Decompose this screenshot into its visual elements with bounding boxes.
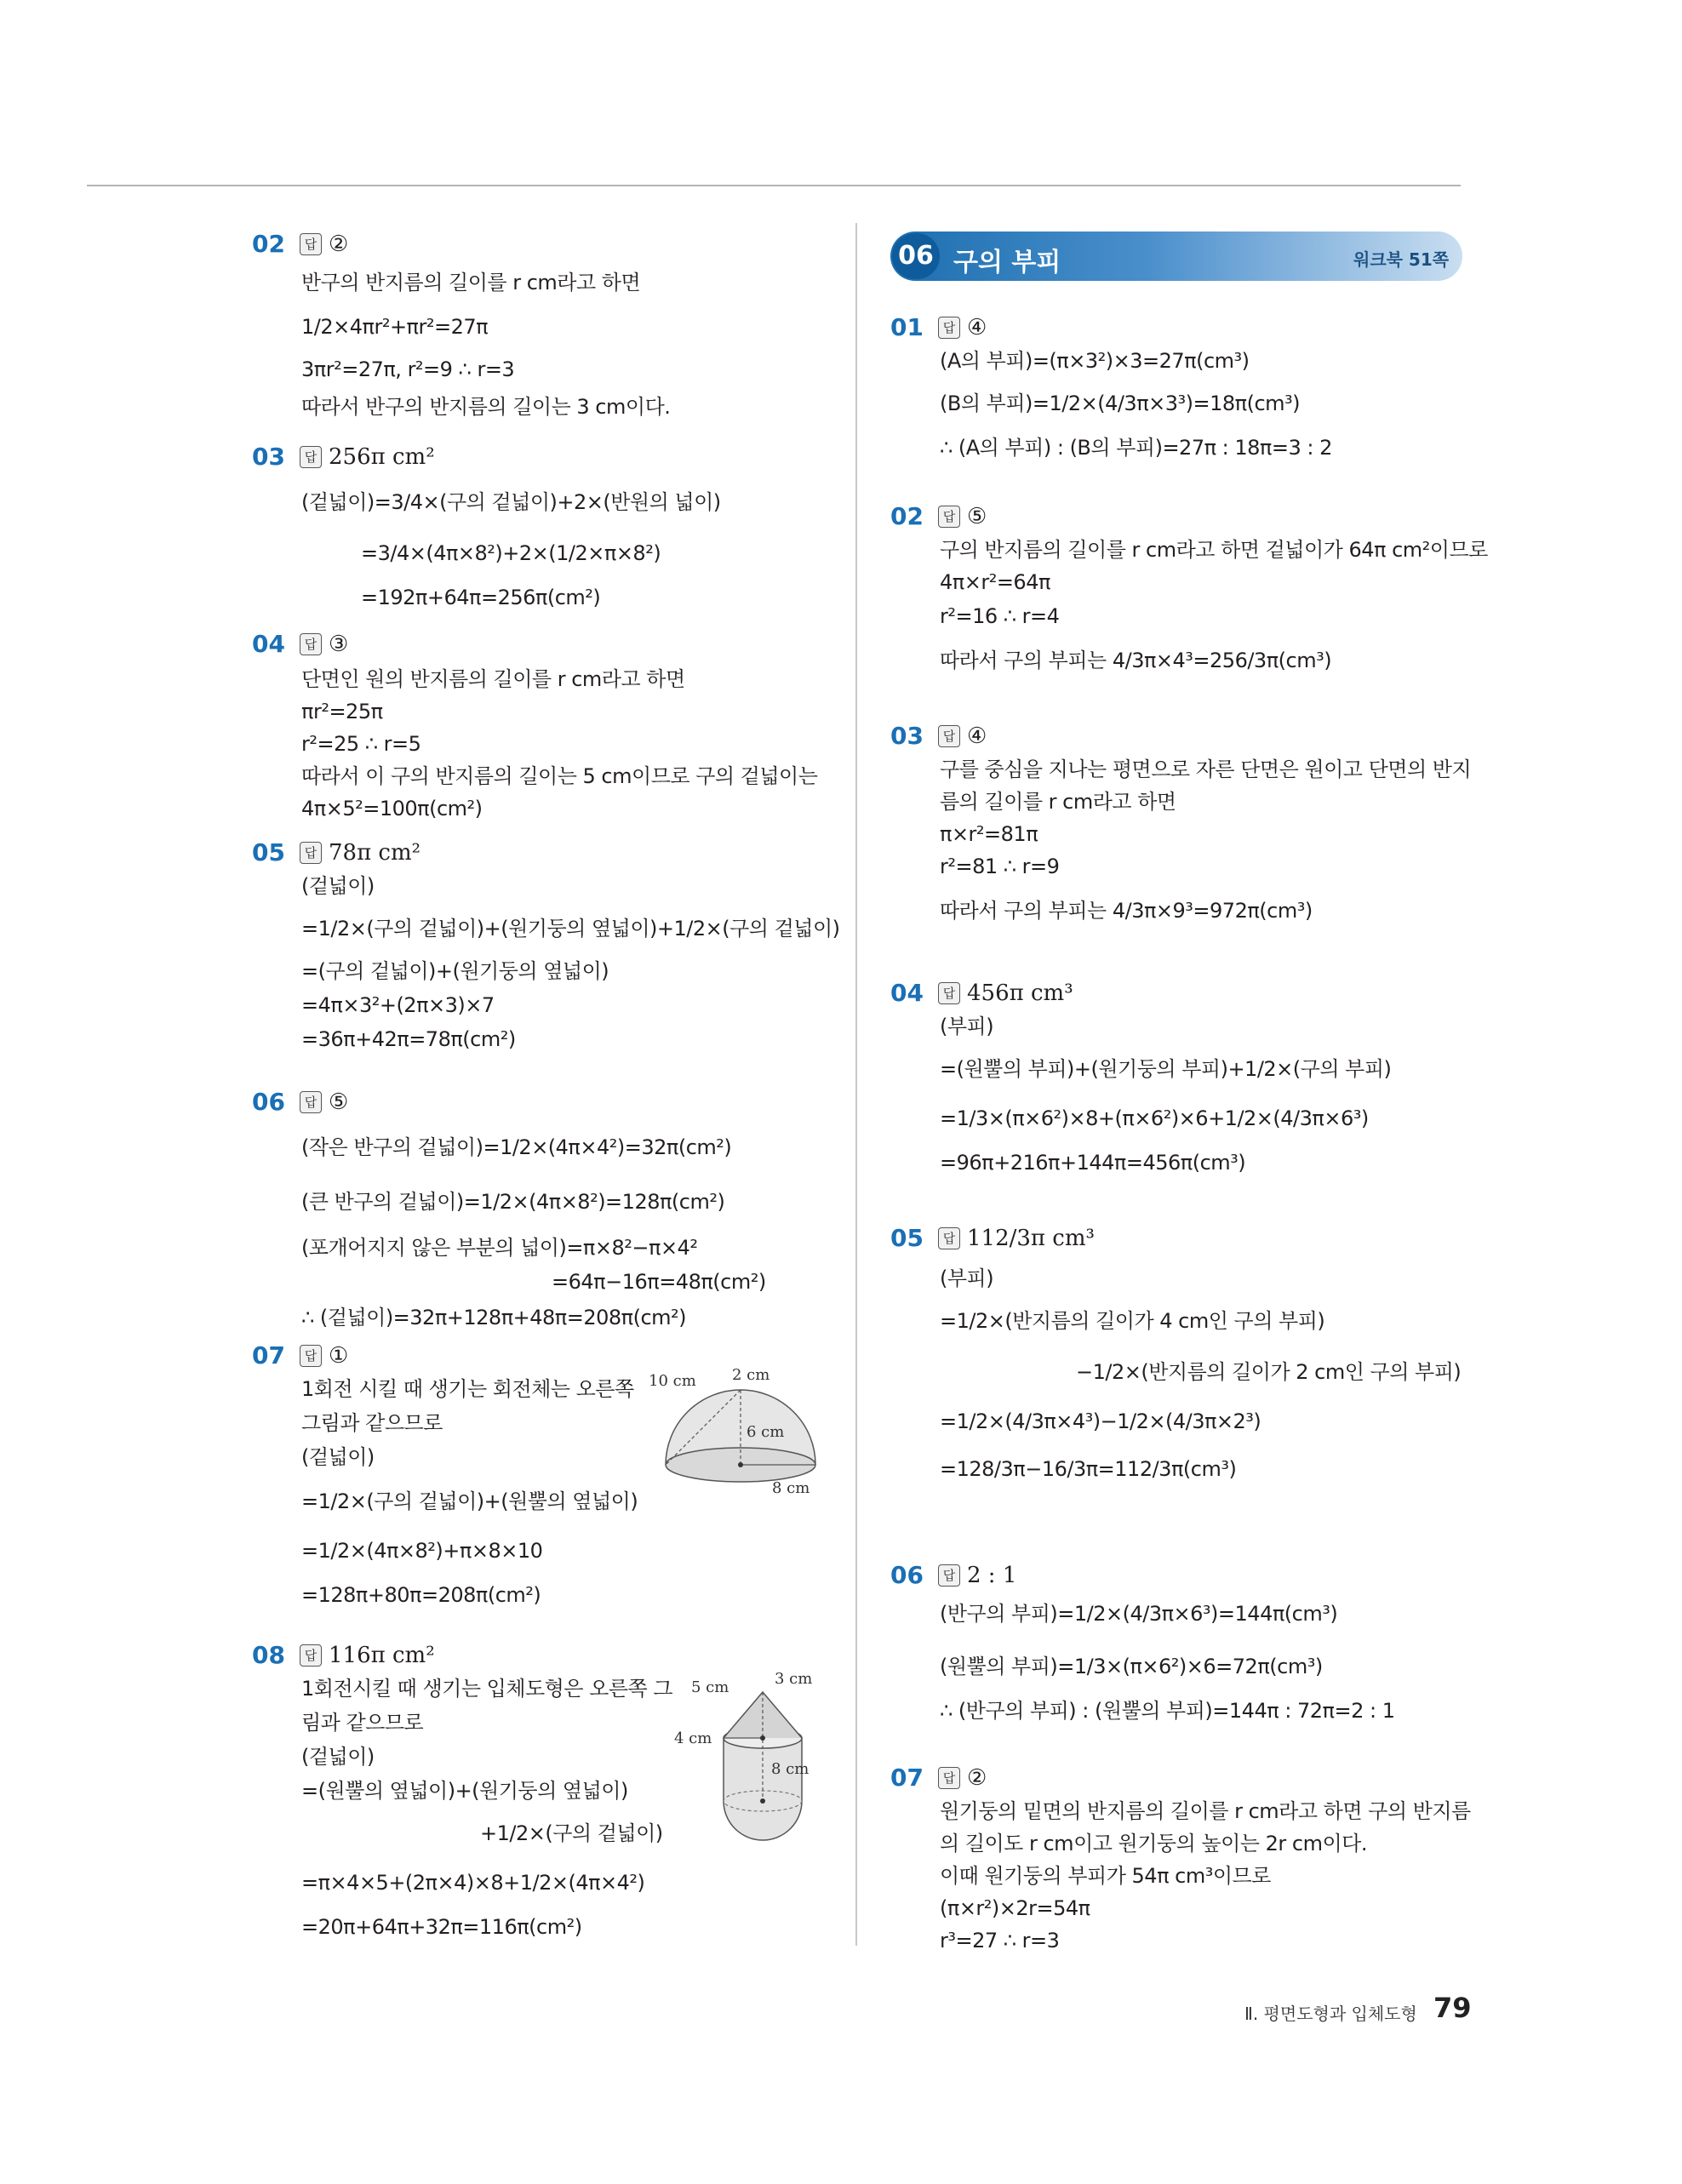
solution-line: =128/3π−16/3π=112/3π(cm³) — [940, 1457, 1237, 1481]
solution-line: 4π×5²=100π(cm²) — [301, 797, 483, 820]
answer — [938, 1765, 987, 1791]
solution-line: =20π+64π+32π=116π(cm²) — [301, 1915, 582, 1939]
solution-line: 따라서 구의 부피는 4/3π×4³=256/3π(cm³) — [940, 649, 1332, 672]
answer-value: ② — [967, 1765, 987, 1791]
solution-line: (큰 반구의 겉넓이)=1/2×(4π×8²)=128π(cm²) — [301, 1190, 725, 1214]
problem-number: 06 — [890, 1561, 924, 1589]
solution-line: 원기둥의 밑면의 반지름의 길이를 r cm라고 하면 구의 반지름 — [940, 1799, 1471, 1823]
top-rule — [87, 185, 1461, 186]
answer-mark-icon: 답 — [938, 317, 960, 339]
solution-line: +1/2×(구의 겉넓이) — [480, 1821, 663, 1845]
solution-line: =96π+216π+144π=456π(cm³) — [940, 1151, 1246, 1175]
solution-line: (겉넓이) — [301, 1745, 375, 1769]
answer — [300, 632, 348, 657]
figure-label: 3 cm — [775, 1670, 813, 1688]
figure-label: 10 cm — [649, 1372, 696, 1390]
solution-line: =(원뿔의 옆넓이)+(원기둥의 옆넓이) — [301, 1779, 628, 1803]
answer-mark-icon: 답 — [300, 1345, 322, 1367]
solution-line: =(원뿔의 부피)+(원기둥의 부피)+1/2×(구의 부피) — [940, 1057, 1392, 1081]
figure-label: 8 cm — [772, 1479, 810, 1495]
solution-line: (겉넓이)=3/4×(구의 겉넓이)+2×(반원의 넓이) — [301, 490, 721, 514]
cone-cylinder-hemisphere-figure — [674, 1658, 853, 1854]
solution-line: =1/3×(π×6²)×8+(π×6²)×6+1/2×(4/3π×6³) — [940, 1106, 1369, 1130]
solution-line: (원뿔의 부피)=1/3×(π×6²)×6=72π(cm³) — [940, 1655, 1323, 1678]
solution-line: =π×4×5+(2π×4)×8+1/2×(4π×4²) — [301, 1871, 645, 1895]
problem-number: 07 — [890, 1764, 924, 1792]
solution-line: π×r²=81π — [940, 822, 1038, 846]
solution-line: (부피) — [940, 1266, 994, 1290]
solution-line: 따라서 이 구의 반지름의 길이는 5 cm이므로 구의 겉넓이는 — [301, 764, 818, 788]
answer-mark-icon: 답 — [300, 1091, 322, 1113]
solution-line: r²=16 ∴ r=4 — [940, 604, 1060, 628]
solution-line: 구의 반지름의 길이를 r cm라고 하면 겉넓이가 64π cm²이므로 — [940, 538, 1488, 562]
answer — [938, 981, 1073, 1006]
answer-value: ⑤ — [329, 1089, 349, 1115]
problem-number: 05 — [890, 1224, 924, 1252]
problem-number: 05 — [252, 838, 285, 866]
solution-line: (π×r²)×2r=54π — [940, 1896, 1090, 1920]
solution-line: (A의 부피)=(π×3²)×3=27π(cm³) — [940, 349, 1250, 373]
solution-line: =(구의 겉넓이)+(원기둥의 옆넓이) — [301, 959, 609, 983]
workbook-reference: 워크북 51쪽 — [1353, 249, 1450, 270]
answer-value: ⑤ — [967, 504, 987, 529]
figure-label: 4 cm — [674, 1729, 712, 1747]
section-title: 구의 부피 — [953, 248, 1061, 277]
solution-line: 림과 같으므로 — [301, 1711, 424, 1735]
solution-line: 구를 중심을 지나는 평면으로 자른 단면은 원이고 단면의 반지 — [940, 758, 1472, 781]
answer-value: 112/3π cm³ — [967, 1226, 1095, 1251]
solution-line: πr²=25π — [301, 700, 383, 723]
solution-line: r³=27 ∴ r=3 — [940, 1929, 1060, 1952]
answer — [300, 1643, 435, 1668]
answer — [300, 1343, 348, 1369]
solution-line: =1/2×(구의 겉넓이)+(원뿔의 옆넓이) — [301, 1489, 638, 1513]
answer-mark-icon: 답 — [938, 1767, 960, 1789]
solution-line: 1회전 시킬 때 생기는 회전체는 오른쪽 — [301, 1377, 634, 1401]
answer-mark-icon: 답 — [300, 842, 322, 864]
problem-number: 01 — [890, 313, 924, 341]
answer — [938, 504, 987, 529]
solution-line: 이때 원기둥의 부피가 54π cm³이므로 — [940, 1864, 1271, 1888]
problem-number: 07 — [252, 1341, 285, 1369]
answer-mark-icon: 답 — [938, 1564, 960, 1587]
answer-value: 78π cm² — [329, 840, 421, 866]
figure-label: 8 cm — [771, 1760, 810, 1778]
solution-line: 반구의 반지름의 길이를 r cm라고 하면 — [301, 271, 641, 294]
answer — [938, 723, 987, 749]
answer — [300, 840, 420, 866]
answer-mark-icon: 답 — [938, 506, 960, 528]
answer-value: ④ — [967, 723, 987, 749]
solution-line: (포개어지지 않은 부분의 넓이)=π×8²−π×4² — [301, 1236, 698, 1260]
solution-line: =1/2×(반지름의 길이가 4 cm인 구의 부피) — [940, 1309, 1325, 1333]
solution-line: 따라서 반구의 반지름의 길이는 3 cm이다. — [301, 395, 671, 419]
answer-mark-icon: 답 — [300, 633, 322, 655]
figure-label: 2 cm — [732, 1367, 770, 1384]
answer-value: ③ — [329, 632, 349, 657]
answer-value: ① — [329, 1343, 349, 1369]
hemisphere-cone-figure — [649, 1367, 827, 1495]
answer-value: ② — [329, 232, 349, 257]
solution-line: (부피) — [940, 1015, 994, 1038]
figure-label: 6 cm — [747, 1423, 785, 1441]
solution-line: ∴ (겉넓이)=32π+128π+48π=208π(cm²) — [301, 1306, 687, 1329]
solution-line: 1회전시킬 때 생기는 입체도형은 오른쪽 그 — [301, 1677, 673, 1701]
answer-value: 116π cm² — [329, 1643, 435, 1668]
solution-line: −1/2×(반지름의 길이가 2 cm인 구의 부피) — [1076, 1360, 1462, 1384]
figure-label: 5 cm — [691, 1678, 729, 1696]
solution-line: =64π−16π=48π(cm²) — [552, 1270, 766, 1294]
solution-line: ∴ (반구의 부피) : (원뿔의 부피)=144π : 72π=2 : 1 — [940, 1699, 1395, 1723]
problem-number: 04 — [252, 630, 285, 658]
solution-line: 4π×r²=64π — [940, 570, 1050, 594]
solution-line: 1/2×4πr²+πr²=27π — [301, 315, 489, 339]
solution-line: 그림과 같으므로 — [301, 1411, 443, 1435]
answer — [300, 232, 348, 257]
answer — [938, 315, 987, 340]
chapter-title: Ⅱ. 평면도형과 입체도형 — [1244, 2004, 1417, 2024]
problem-number: 08 — [252, 1641, 285, 1669]
answer-mark-icon: 답 — [938, 725, 960, 747]
page-number: 79 — [1433, 1992, 1472, 2024]
solution-line: =192π+64π=256π(cm²) — [361, 586, 601, 609]
solution-line: 름의 길이를 r cm라고 하면 — [940, 790, 1176, 814]
answer — [938, 1563, 1016, 1588]
solution-line: 3πr²=27π, r²=9 ∴ r=3 — [301, 357, 515, 381]
column-divider — [855, 223, 857, 1946]
answer — [300, 1089, 348, 1115]
problem-number: 03 — [252, 443, 285, 471]
section-number: 06 — [892, 233, 940, 279]
answer-mark-icon: 답 — [300, 233, 322, 255]
answer-mark-icon: 답 — [300, 446, 322, 468]
solution-line: (B의 부피)=1/2×(4/3π×3³)=18π(cm³) — [940, 392, 1301, 415]
solution-line: r²=25 ∴ r=5 — [301, 732, 421, 756]
solution-line: ∴ (A의 부피) : (B의 부피)=27π : 18π=3 : 2 — [940, 436, 1332, 460]
answer — [938, 1226, 1095, 1251]
solution-line: =1/2×(구의 겉넓이)+(원기둥의 옆넓이)+1/2×(구의 겉넓이) — [301, 917, 840, 940]
problem-number: 02 — [252, 230, 285, 258]
solution-line: (겉넓이) — [301, 874, 375, 898]
solution-line: (겉넓이) — [301, 1445, 375, 1469]
solution-line: =128π+80π=208π(cm²) — [301, 1583, 541, 1607]
problem-number: 02 — [890, 502, 924, 530]
answer-mark-icon: 답 — [300, 1644, 322, 1667]
solution-line: r²=81 ∴ r=9 — [940, 855, 1060, 878]
solution-line: 의 길이도 r cm이고 원기둥의 높이는 2r cm이다. — [940, 1832, 1367, 1855]
answer-value: 2 : 1 — [967, 1563, 1017, 1588]
answer-mark-icon: 답 — [938, 1227, 960, 1249]
solution-line: 따라서 구의 부피는 4/3π×9³=972π(cm³) — [940, 899, 1313, 923]
solution-line: =3/4×(4π×8²)+2×(1/2×π×8²) — [361, 541, 661, 565]
problem-number: 06 — [252, 1088, 285, 1116]
solution-line: (반구의 부피)=1/2×(4/3π×6³)=144π(cm³) — [940, 1602, 1338, 1626]
solution-line: 단면인 원의 반지름의 길이를 r cm라고 하면 — [301, 667, 685, 691]
answer — [300, 444, 435, 470]
answer-value: 456π cm³ — [967, 981, 1073, 1006]
solution-line: =4π×3²+(2π×3)×7 — [301, 993, 495, 1017]
answer-value: ④ — [967, 315, 987, 340]
solution-line: =36π+42π=78π(cm²) — [301, 1027, 516, 1051]
solution-line: =1/2×(4π×8²)+π×8×10 — [301, 1539, 543, 1563]
answer-mark-icon: 답 — [938, 982, 960, 1004]
problem-number: 04 — [890, 979, 924, 1007]
problem-number: 03 — [890, 722, 924, 750]
answer-value: 256π cm² — [329, 444, 435, 470]
solution-line: =1/2×(4/3π×4³)−1/2×(4/3π×2³) — [940, 1409, 1262, 1433]
solution-line: (작은 반구의 겉넓이)=1/2×(4π×4²)=32π(cm²) — [301, 1135, 732, 1159]
